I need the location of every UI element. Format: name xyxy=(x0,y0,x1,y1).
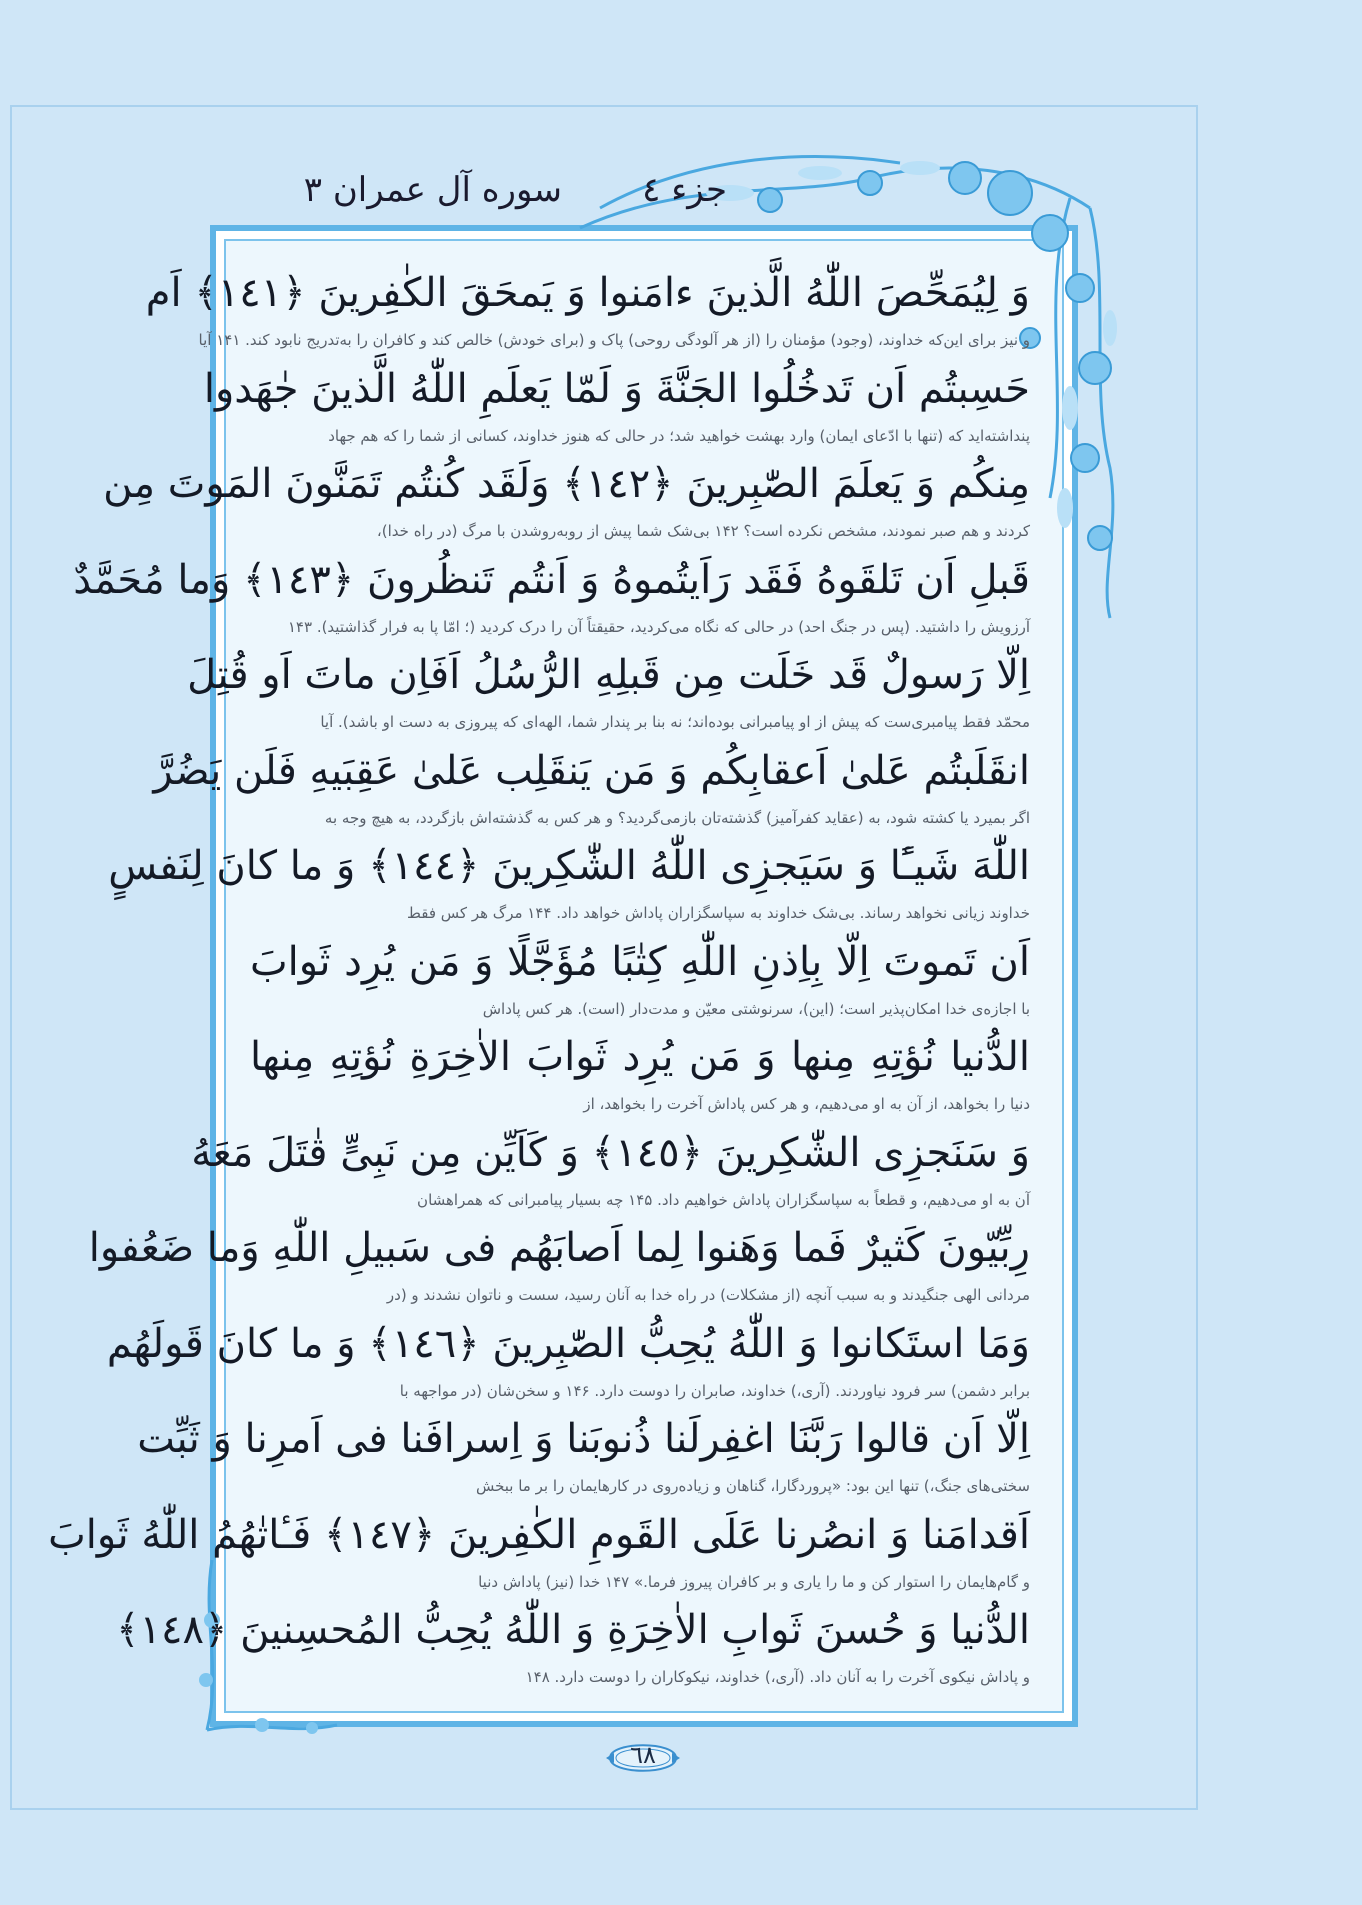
verse-line xyxy=(73,549,1030,645)
arabic-line: وَ لِيُمَحِّصَ اللّٰهُ الَّذينَ ءامَنوا وَ يَمحَقَ الكٰفِرينَ ﴿١٤١﴾ اَم xyxy=(145,270,1030,316)
juz-label: جزء ٤ xyxy=(642,170,727,210)
verse-line xyxy=(88,1217,1030,1313)
translation-line: مردانی الهی جنگیدند و به سبب آنچه (از مشکلات) در راه خدا به آنان رسید، سست و ناتوان نشدند و (در xyxy=(386,1286,1030,1304)
verse-line xyxy=(116,1599,1030,1695)
arabic-line: مِنكُم وَ يَعلَمَ الصّٰبِرينَ ﴿١٤٢﴾ وَلَقَد كُنتُم تَمَنَّونَ المَوتَ مِن xyxy=(103,461,1030,507)
arabic-line: قَبلِ اَن تَلقَوهُ فَقَد رَاَيتُموهُ وَ اَنتُم تَنظُرونَ ﴿١٤٣﴾ وَما مُحَمَّدٌ xyxy=(73,556,1030,603)
verse-line xyxy=(48,1504,1030,1600)
translation-line: و گام‌هایمان را استوار کن و ما را یاری و بر کافران پیروز فرما.» ۱۴۷ خدا (نیز) پاداش دنیا xyxy=(478,1572,1030,1591)
arabic-line: اِلّا رَسولٌ قَد خَلَت مِن قَبلِهِ الرُّسُلُ اَفَاِن ماتَ اَو قُتِلَ xyxy=(187,652,1030,698)
verse-line xyxy=(153,740,1030,836)
arabic-line: وَمَا استَكانوا وَ اللّٰهُ يُحِبُّ الصّٰبِرينَ ﴿١٤٦﴾ وَ ما كانَ قَولَهُم xyxy=(106,1320,1030,1367)
verse-line xyxy=(187,644,1030,740)
verse-line xyxy=(250,931,1030,1027)
translation-line: و پاداش نیکوی آخرت را به آنان داد. (آری،) خداوند، نیکوکاران را دوست دارد. ۱۴۸ xyxy=(525,1668,1030,1686)
translation-line: و نیز برای این‌که خداوند، (وجود) مؤمنان را (از هر آلودگی روحی) پاک و (برای خودش) خالص کند و کافران را به‌تدریج نابود کند. ۱۴۱ آیا xyxy=(198,331,1030,349)
arabic-line: اَن تَموتَ اِلّا بِاِذنِ اللّٰهِ كِتٰبًا مُؤَجَّلًا وَ مَن يُرِد ثَوابَ xyxy=(250,938,1030,985)
arabic-line: اللّٰهَ شَيـًٔا وَ سَيَجزِى اللّٰهُ الشّٰكِرينَ ﴿١٤٤﴾ وَ ما كانَ لِنَفسٍ xyxy=(108,843,1030,889)
translation-line: آرزویش را داشتید. (پس در جنگ احد) در حالی که نگاه می‌کردید، حقیقتاً آن را درک کردید (؛ امّا پا به فرار گذاشتید). ۱۴۳ xyxy=(287,617,1030,636)
translation-line: دنیا را بخواهد، از آن به او می‌دهیم، و هر کس پاداش آخرت را بخواهد، از xyxy=(583,1095,1030,1113)
verse-line xyxy=(145,262,1030,358)
verse-line xyxy=(203,358,1030,454)
translation-line: آن به او می‌دهیم، و قطعاً به سپاسگزاران پاداش خواهیم داد. ۱۴۵ چه بسیار پیامبرانی که همراهشان xyxy=(417,1190,1030,1209)
page-number: ٦٨ xyxy=(630,1741,656,1769)
arabic-line: رِبِّيّونَ كَثيرٌ فَما وَهَنوا لِما اَصابَهُم فى سَبيلِ اللّٰهِ وَما ضَعُفوا xyxy=(88,1225,1030,1271)
arabic-line: وَ سَنَجزِى الشّٰكِرينَ ﴿١٤٥﴾ وَ كَاَيِّن مِن نَبِىٍّ قٰتَلَ مَعَهُ xyxy=(191,1129,1030,1176)
verse-line xyxy=(106,1313,1030,1409)
translation-line: برابر دشمن) سر فرود نیاوردند. (آری،) خداوند، صابران را دوست دارد. ۱۴۶ و سخن‌شان (در مواجهه با xyxy=(399,1381,1030,1400)
arabic-line: حَسِبتُم اَن تَدخُلُوا الجَنَّةَ وَ لَمّا يَعلَمِ اللّٰهُ الَّذينَ جٰهَدوا xyxy=(203,365,1030,412)
translation-line: کردند و هم صبر نمودند، مشخص نکرده است؟ ۱۴۲ بی‌شک شما پیش از روبه‌روشدن با مرگ (در راه خدا)، xyxy=(376,522,1030,540)
verse-line xyxy=(191,1122,1030,1218)
translation-line: محمّد فقط پیامبری‌ست که پیش از او پیامبرانی بوده‌اند؛ نه بنا بر پندار شما، الهه‌ای که پیروزی به دست او باشد). آیا xyxy=(320,713,1030,731)
translation-line: پنداشته‌اید که (تنها با ادّعای ایمان) وارد بهشت خواهید شد؛ در حالی که هنوز خداوند، کسانی از شما را که هم جهاد xyxy=(328,426,1030,445)
verse-line xyxy=(108,835,1030,931)
surah-title: سوره آل عمران ٣ xyxy=(303,170,562,210)
arabic-line: اِلّا اَن قالوا رَبَّنَا اغفِرلَنا ذُنوبَنا وَ اِسرافَنا فى اَمرِنا وَ ثَبِّت xyxy=(137,1416,1030,1462)
verse-line xyxy=(137,1408,1030,1504)
arabic-line: الدُّنيا نُؤتِهِ مِنها وَ مَن يُرِد ثَوابَ الاٰخِرَةِ نُؤتِهِ مِنها xyxy=(250,1034,1030,1080)
arabic-line: اَقدامَنا وَ انصُرنا عَلَى القَومِ الكٰفِرينَ ﴿١٤٧﴾ فَـٔاتٰهُمُ اللّٰهُ ثَوابَ xyxy=(48,1511,1030,1558)
verse-lines xyxy=(48,262,1030,1695)
translation-line: خداوند زیانی نخواهد رساند. بی‌شک خداوند به سپاسگزاران پاداش خواهد داد. ۱۴۴ مرگ هر کس فقط xyxy=(407,904,1030,922)
arabic-line: الدُّنيا وَ حُسنَ ثَوابِ الاٰخِرَةِ وَ اللّٰهُ يُحِبُّ المُحسِنينَ ﴿١٤٨﴾ xyxy=(116,1607,1030,1653)
translation-line: اگر بمیرد یا کشته شود، به (عقاید کفرآمیز) گذشته‌تان بازمی‌گردید؟ و هر کس به گذشته‌اش بازگردد، به هیچ وجه به xyxy=(324,808,1030,827)
arabic-line: انقَلَبتُم عَلىٰ اَعقابِكُم وَ مَن يَنقَلِب عَلىٰ عَقِبَيهِ فَلَن يَضُرَّ xyxy=(153,747,1030,794)
translation-line: با اجازه‌ی خدا امکان‌پذیر است؛ (این)، سرنوشتی معیّن و مدت‌دار (است). هر کس پاداش xyxy=(482,999,1030,1018)
verse-line xyxy=(103,453,1030,549)
verse-line xyxy=(250,1026,1030,1122)
translation-line: سختی‌های جنگ،) تنها این بود: «پروردگارا، گناهان و زیاده‌روی در کارهایمان را بر ما ببخش xyxy=(475,1477,1030,1495)
